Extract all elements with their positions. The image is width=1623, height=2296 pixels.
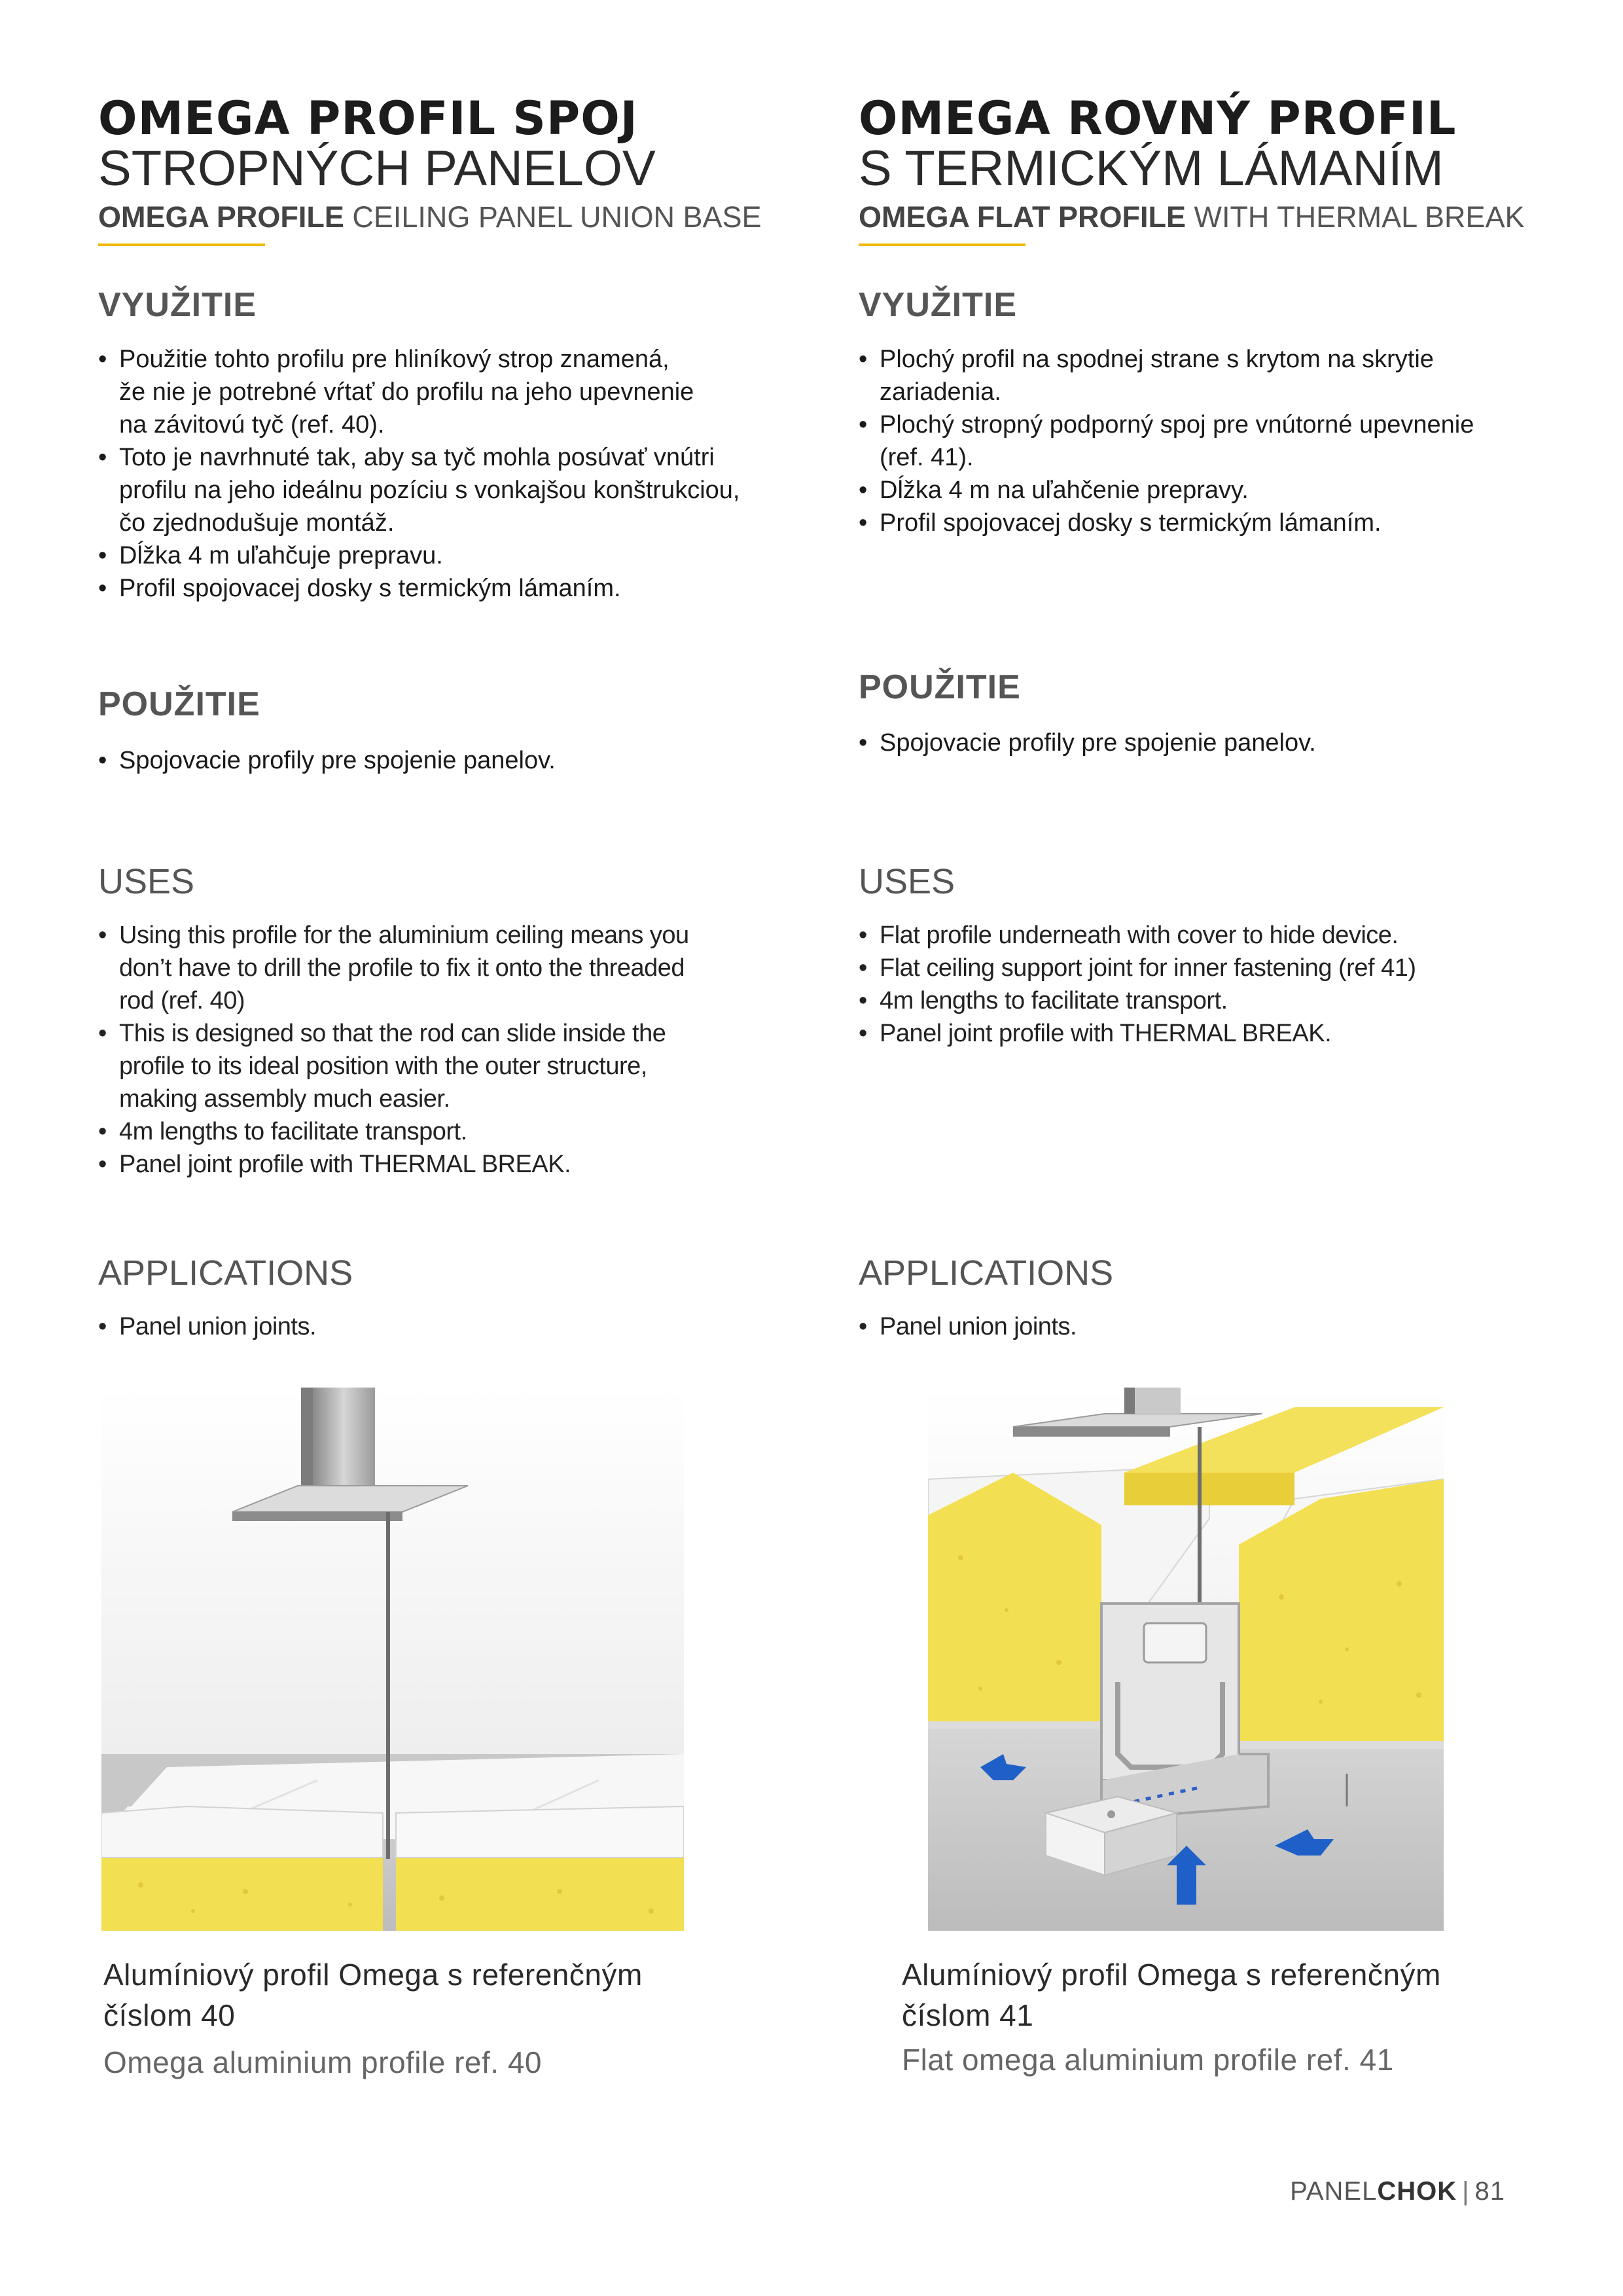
list-item: • Dĺžka 4 m na uľahčenie prepravy. <box>859 474 1474 507</box>
list-item: • Plochý profil na spodnej strane s krytom na skrytie zariadenia. <box>859 343 1474 408</box>
footer-brand-light: PANEL <box>1290 2177 1378 2206</box>
list-item: • Dĺžka 4 m uľahčuje prepravu. <box>98 539 740 572</box>
list-item: • Flat profile underneath with cover to hide device. <box>859 919 1416 952</box>
right-applications-heading: APPLICATIONS <box>859 1253 1114 1293</box>
right-uses-list <box>859 919 1416 1050</box>
left-title-line2: STROPNÝCH PANELOV <box>98 141 656 196</box>
right-subtitle-bold: OMEGA FLAT PROFILE <box>859 200 1186 234</box>
left-pouzitie-list <box>98 744 556 777</box>
list-item: • Profil spojovacej dosky s termickým lámaním. <box>98 572 740 605</box>
list-item: • Panel union joints. <box>98 1310 316 1343</box>
left-title-line1: OMEGA PROFIL SPOJ <box>98 92 638 145</box>
right-vyuzitie-list <box>859 343 1474 539</box>
right-uses-heading: USES <box>859 862 955 901</box>
right-subtitle <box>859 200 1525 234</box>
left-accent-rule <box>98 243 265 246</box>
right-caption-sk: Alumíniový profil Omega s referenčným číslom 41 <box>902 1958 1441 2032</box>
left-vyuzitie-heading: VYUŽITIE <box>98 286 257 324</box>
list-item: • Flat ceiling support joint for inner fastening (ref 41) <box>859 952 1416 984</box>
right-applications-list <box>859 1310 1077 1343</box>
list-item: • Using this profile for the aluminium ceiling means you don’t have to drill the profile to fix it onto the threaded rod (ref. 40) <box>98 919 689 1017</box>
right-vyuzitie-heading: VYUŽITIE <box>859 286 1018 324</box>
panel-foam-right <box>396 1857 684 1931</box>
left-vyuzitie-list <box>98 343 740 605</box>
right-accent-rule <box>859 243 1026 246</box>
right-subtitle-rest: WITH THERMAL BREAK <box>1185 200 1525 234</box>
list-item: • 4m lengths to facilitate transport. <box>98 1115 689 1148</box>
list-item: • Panel joint profile with THERMAL BREAK. <box>859 1017 1416 1050</box>
flat-omega-profile-ref41-illustration <box>928 1388 1444 1931</box>
left-caption-sk: Alumíniový profil Omega s referenčným číslom 40 <box>103 1958 643 2032</box>
right-caption-en: Flat omega aluminium profile ref. 41 <box>902 2043 1394 2077</box>
left-uses-heading: USES <box>98 862 195 901</box>
left-caption-en: Omega aluminium profile ref. 40 <box>103 2045 543 2079</box>
left-uses-list <box>98 919 689 1181</box>
list-item: • Použitie tohto profilu pre hliníkový strop znamená, že nie je potrebné vŕtať do profilu na jeho upevnenie na závitovú tyč (ref. 40). <box>98 343 740 441</box>
footer-separator: | <box>1462 2177 1470 2206</box>
list-item: • Toto je navrhnuté tak, aby sa tyč mohla posúvať vnútri profilu na jeho ideálnu pozíciu s vonkajšou konštrukciou, čo zjednodušuje montáž. <box>98 441 740 539</box>
left-applications-list <box>98 1310 316 1343</box>
left-subtitle <box>98 200 762 234</box>
panel-foam-left <box>928 1473 1101 1721</box>
list-item: • Spojovacie profily pre spojenie panelov. <box>859 726 1316 759</box>
left-subtitle-rest: CEILING PANEL UNION BASE <box>344 200 762 234</box>
right-title-line2: S TERMICKÝM LÁMANÍM <box>859 141 1444 196</box>
footer-brand-bold: CHOK <box>1377 2177 1457 2206</box>
list-item: • This is designed so that the rod can slide inside the profile to its ideal position with the outer structure, making assembly much easier. <box>98 1017 689 1115</box>
right-pouzitie-heading: POUŽITIE <box>859 668 1021 706</box>
panel-foam-left <box>101 1857 383 1931</box>
page-number: 81 <box>1474 2177 1505 2206</box>
list-item: • Spojovacie profily pre spojenie panelov. <box>98 744 556 777</box>
list-item: • Profil spojovacej dosky s termickým lámaním. <box>859 507 1474 539</box>
left-pouzitie-heading: POUŽITIE <box>98 685 260 723</box>
page-footer <box>1290 2177 1505 2206</box>
left-applications-heading: APPLICATIONS <box>98 1253 353 1293</box>
list-item: • Panel joint profile with THERMAL BREAK. <box>98 1148 689 1181</box>
omega-profile-ref40-illustration <box>101 1388 684 1931</box>
left-subtitle-bold: OMEGA PROFILE <box>98 200 344 234</box>
right-pouzitie-list <box>859 726 1316 759</box>
list-item: • 4m lengths to facilitate transport. <box>859 984 1416 1017</box>
list-item: • Panel union joints. <box>859 1310 1077 1343</box>
right-title-line1: OMEGA ROVNÝ PROFIL <box>859 92 1457 145</box>
list-item: • Plochý stropný podporný spoj pre vnútorné upevnenie (ref. 41). <box>859 408 1474 474</box>
